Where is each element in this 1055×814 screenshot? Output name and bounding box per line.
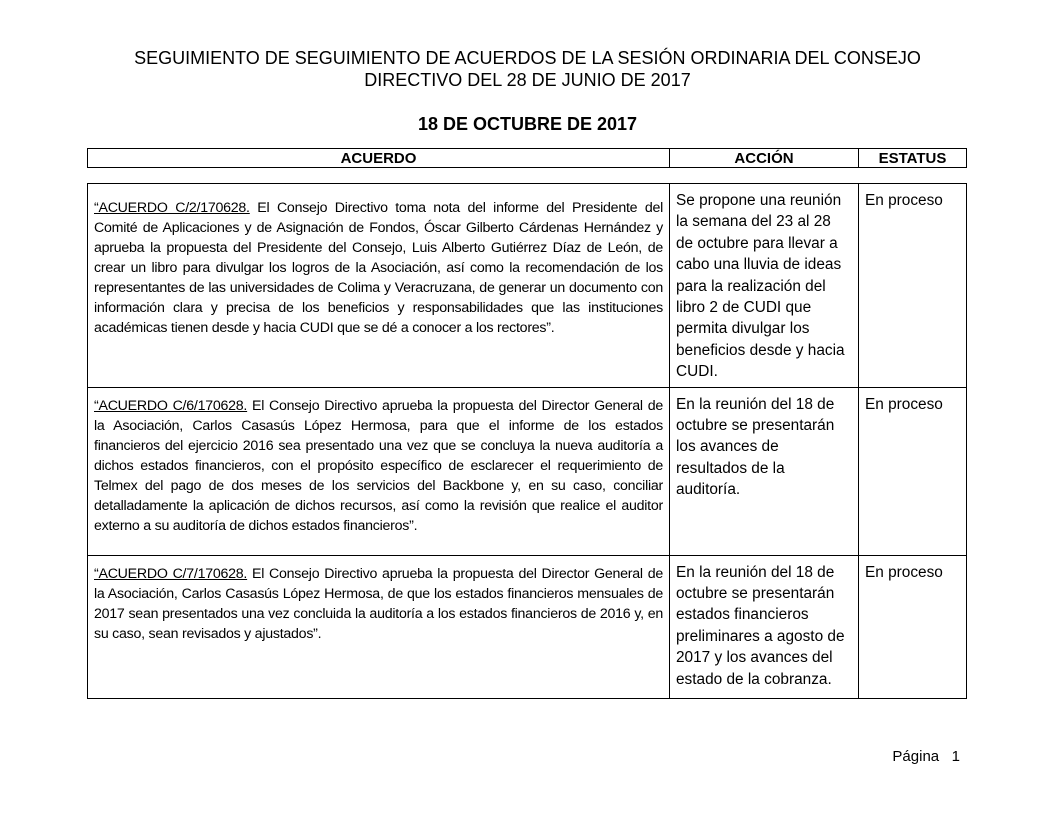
column-header-estatus: ESTATUS [859,149,967,168]
accion-cell: Se propone una reunión la semana del 23 al 28 de octubre para llevar a cabo una lluvia de ideas para la realización del libro 2 de CUDI que permita divulgar los beneficios desde y hacia CUDI. [670,184,859,388]
title-line-1: SEGUIMIENTO DE SEGUIMIENTO DE ACUERDOS DE LA SESIÓN ORDINARIA DEL CONSEJO [134,48,921,68]
document-date: 18 DE OCTUBRE DE 2017 [417,114,638,134]
page-label: Página [892,748,940,765]
accion-cell: En la reunión del 18 de octubre se presentarán los avances de resultados de la auditoría. [670,387,859,555]
column-header-acuerdo: ACUERDO [88,149,670,168]
page-footer [860,748,960,766]
estatus-cell: En proceso [859,555,967,698]
column-header-row [88,149,967,168]
acuerdos-table [87,183,967,699]
table-row [88,387,967,555]
acuerdo-id: “ACUERDO C/6/170628. [94,397,248,414]
acuerdo-text: El Consejo Directivo aprueba la propuesta del Director General de la Asociación, Carlos Casasús López Hermosa, de que los estados financieros mensuales de 2017 sean presentados una vez concluida la auditoría a los estados financieros de 2016 y, en su caso, sean revisados y ajustados”. [94,565,663,642]
column-header-accion: ACCIÓN [670,149,859,168]
table-row [88,555,967,698]
table-row [88,184,967,388]
estatus-cell: En proceso [859,387,967,555]
accion-cell: En la reunión del 18 de octubre se presentarán estados financieros preliminares a agosto de 2017 y los avances del estado de la cobranza. [670,555,859,698]
acuerdo-cell [88,387,670,555]
acuerdo-id: “ACUERDO C/2/170628. [94,200,250,216]
column-header-table [87,148,967,168]
acuerdo-id: “ACUERDO C/7/170628. [94,565,248,582]
acuerdo-text: El Consejo Directivo aprueba la propuesta del Director General de la Asociación, Carlos Casasús López Hermosa, para que el informe de los estados financieros del ejercicio 2016 sea presentado una vez que se concluya la nueva auditoría a dichos estados financieros, con el propósito específico de esclarecer el requerimiento de Telmex del pago de dos meses de los servicios del Backbone y, en su caso, conciliar detalladamente la aplicación de dichos recursos, así como la revisión que realice el auditor externo a su auditoría de dichos estados financieros”. [94,397,663,534]
document-title [90,47,965,91]
estatus-cell: En proceso [859,184,967,388]
page-number: 1 [951,748,960,765]
acuerdo-cell [88,555,670,698]
acuerdo-text: El Consejo Directivo toma nota del informe del Presidente del Comité de Aplicaciones y de Asignación de Fondos, Óscar Gilberto Cárdenas Hernández y aprueba la propuesta del Presidente del Consejo, Luis Alberto Gutiérrez Díaz de León, de crear un libro para divulgar los logros de la Asociación, así como la recomendación de los representantes de las universidades de Colima y Veracruzana, de generar un documento con información clara y precisa de los beneficios y responsabilidades que las instituciones académicas tienen desde y hacia CUDI que se dé a conocer a los rectores”. [94,200,664,336]
acuerdo-cell [88,184,670,388]
title-line-2: DIRECTIVO DEL 28 DE JUNIO DE 2017 [364,70,691,90]
